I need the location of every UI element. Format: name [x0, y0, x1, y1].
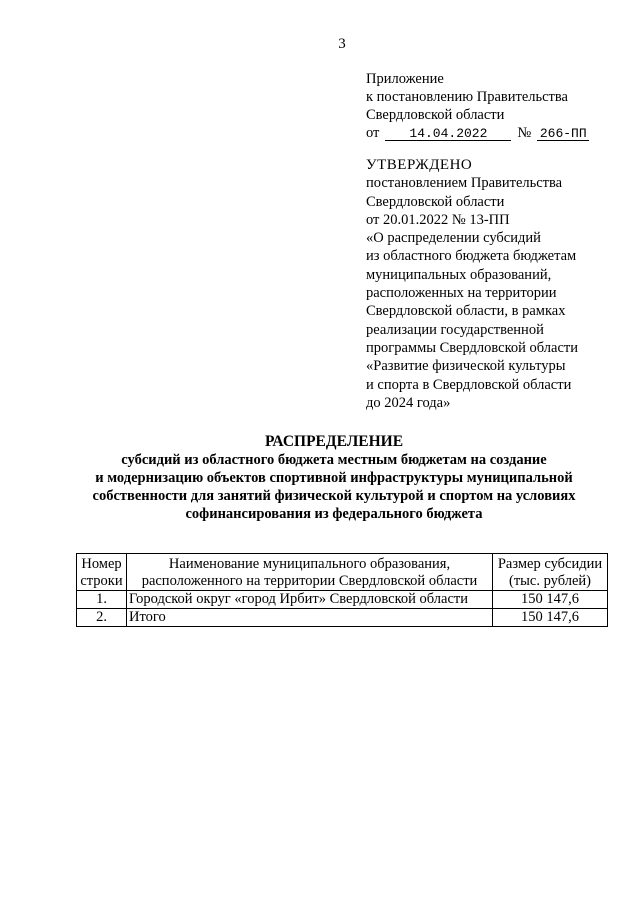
table-header-row — [77, 554, 608, 591]
header-row-number — [77, 554, 127, 591]
date-prefix: от — [366, 125, 380, 141]
document-subtitle-line: софинансирования из федерального бюджета — [185, 506, 483, 522]
approved-line: расположенных на территории — [366, 285, 557, 302]
approved-heading: УТВЕРЖДЕНО — [366, 157, 473, 173]
decree-date: 14.04.2022 — [385, 127, 511, 141]
approved-line: Свердловской области — [366, 193, 505, 210]
approved-line: «О распределении субсидий — [366, 230, 541, 247]
approved-line: из областного бюджета бюджетам — [366, 248, 577, 265]
approved-line: муниципальных образований, — [366, 266, 552, 283]
subsidy-table — [76, 553, 608, 627]
subsidy-amount: 150 147,6 — [493, 591, 608, 609]
approved-line: Свердловской области, в рамках — [366, 303, 566, 320]
appendix-line: Приложение — [366, 71, 444, 87]
document-title-block — [64, 432, 604, 523]
appendix-line: к постановлению Правительства — [366, 89, 568, 105]
municipality-name: Городской округ «город Ирбит» Свердловской области — [127, 591, 493, 609]
header-text: Наименование муниципального образования, — [168, 556, 451, 572]
table-row — [77, 591, 608, 609]
header-text: Размер субсидии — [497, 556, 603, 572]
approved-line: постановлением Правительства — [366, 175, 563, 192]
municipality-name: Итого — [127, 609, 493, 627]
approved-block — [366, 156, 626, 412]
table-row — [77, 609, 608, 627]
header-text: строки — [80, 573, 123, 589]
decree-number: 266-ПП — [537, 127, 589, 141]
document-subtitle-line: собственности для занятий физической культурой и спортом на условиях — [92, 488, 576, 504]
approved-line: «Развитие физической культуры — [366, 358, 566, 375]
header-text: (тыс. рублей) — [509, 573, 591, 589]
appendix-line: Свердловской области — [366, 107, 505, 123]
approved-line: до 2024 года» — [366, 394, 451, 411]
document-title: РАСПРЕДЕЛЕНИЕ — [264, 433, 404, 450]
row-number: 1. — [77, 591, 127, 609]
header-text: расположенного на территории Свердловской области — [141, 573, 478, 589]
number-sign: № — [517, 125, 532, 141]
approved-line: программы Свердловской области — [366, 339, 579, 356]
appendix-date-number-row — [366, 124, 626, 142]
header-text: Номер — [81, 556, 122, 572]
approved-line: реализации государственной — [366, 321, 544, 338]
document-subtitle-line: и модернизацию объектов спортивной инфраструктуры муниципальной — [95, 470, 573, 486]
header-subsidy-amount — [493, 554, 608, 591]
approved-line: от 20.01.2022 № 13-ПП — [366, 211, 510, 228]
row-number: 2. — [77, 609, 127, 627]
document-subtitle-line: субсидий из областного бюджета местным бюджетам на создание — [121, 452, 547, 468]
appendix-block — [366, 70, 626, 142]
page-number: 3 — [338, 36, 346, 52]
subsidy-amount: 150 147,6 — [493, 609, 608, 627]
approved-line: и спорта в Свердловской области — [366, 376, 572, 393]
header-municipality — [127, 554, 493, 591]
